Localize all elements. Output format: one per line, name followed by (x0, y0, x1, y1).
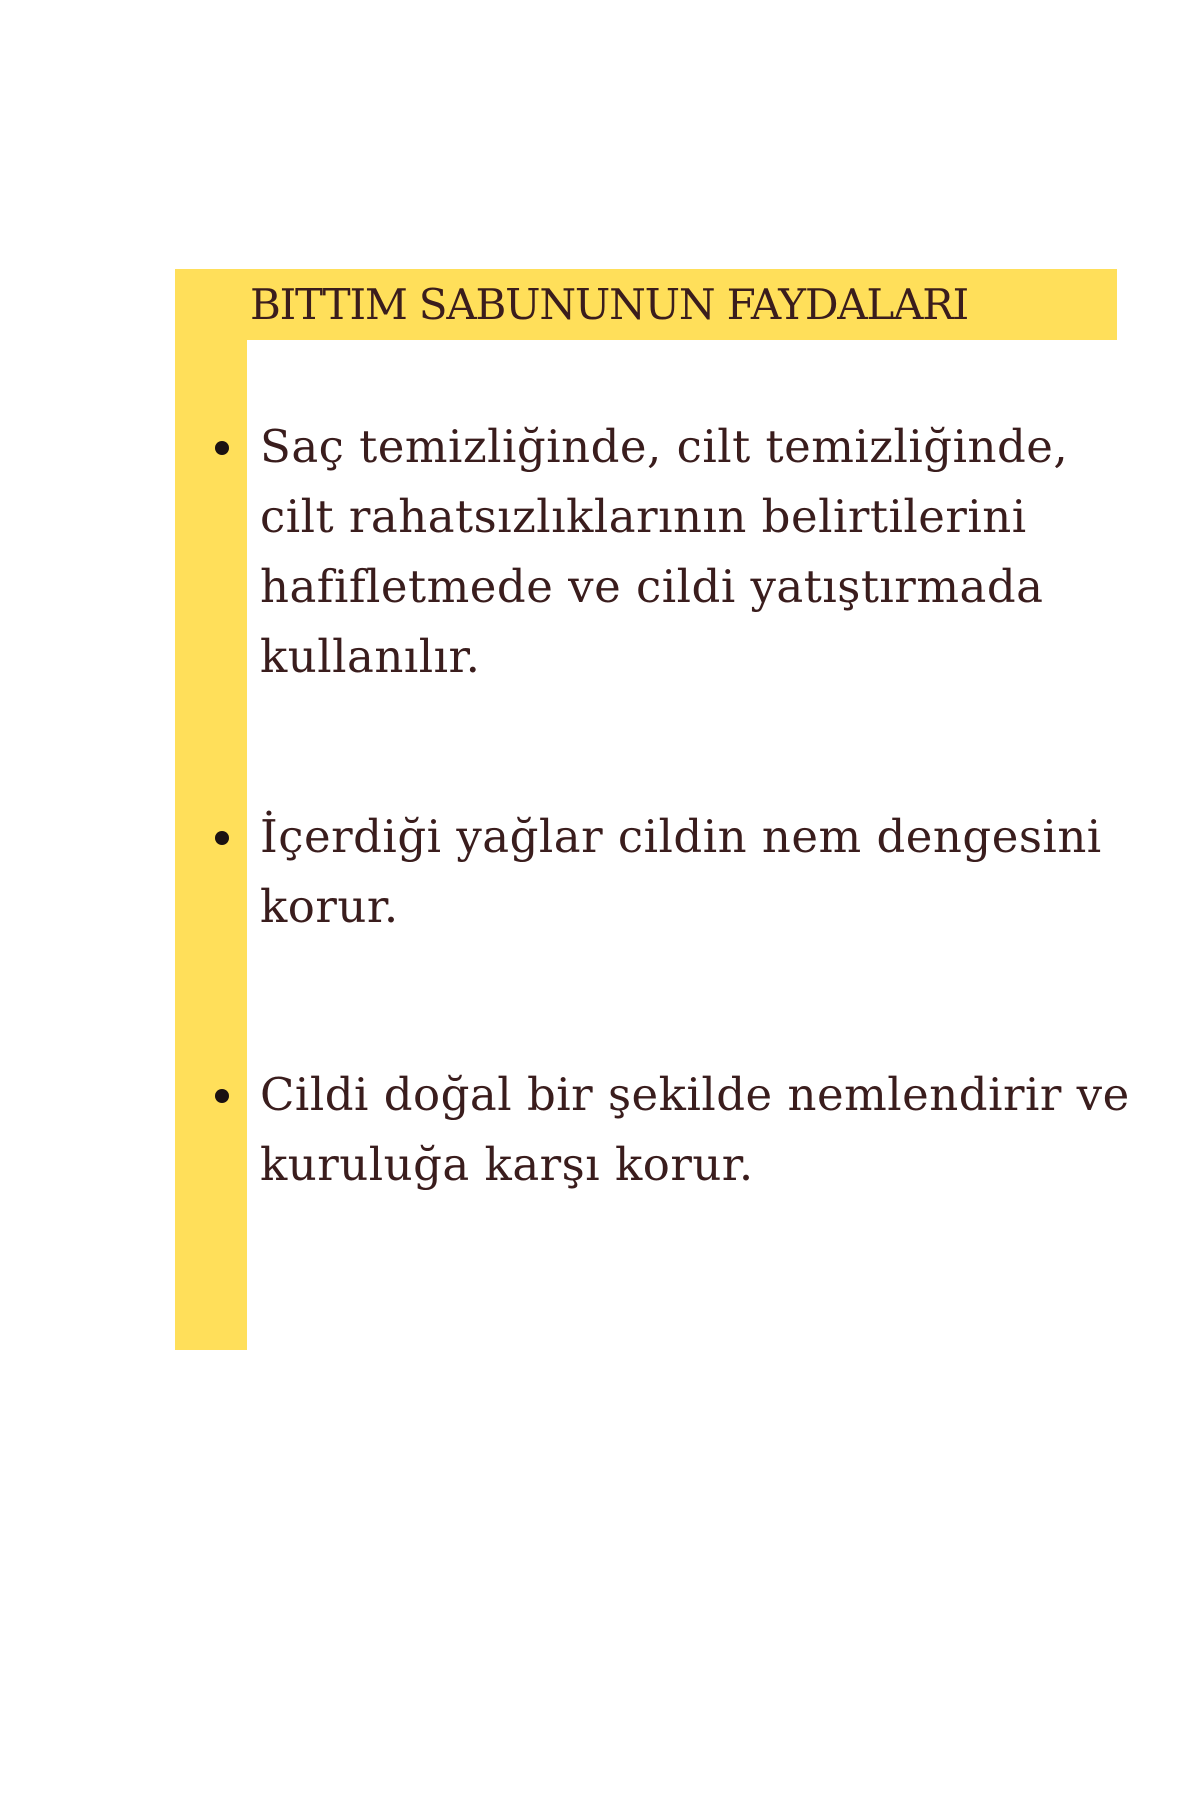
bullet-icon (215, 1089, 229, 1103)
document-title: BITTIM SABUNUNUN FAYDALARI (250, 280, 969, 329)
bullet-icon (215, 441, 229, 455)
bullet-icon (215, 831, 229, 845)
benefit-text: Cildi doğal bir şekilde nemlendirir ve kuruluğa karşı korur. (260, 1068, 1130, 1191)
benefit-text: İçerdiği yağlar cildin nem dengesini korur. (260, 810, 1102, 933)
benefit-text: Saç temizliğinde, cilt temizliğinde, cilt rahatsızlıklarının belirtilerini hafifletmede ve cildi yatıştırmada kullanılır. (260, 420, 1069, 683)
accent-bar-vertical (175, 269, 247, 1350)
